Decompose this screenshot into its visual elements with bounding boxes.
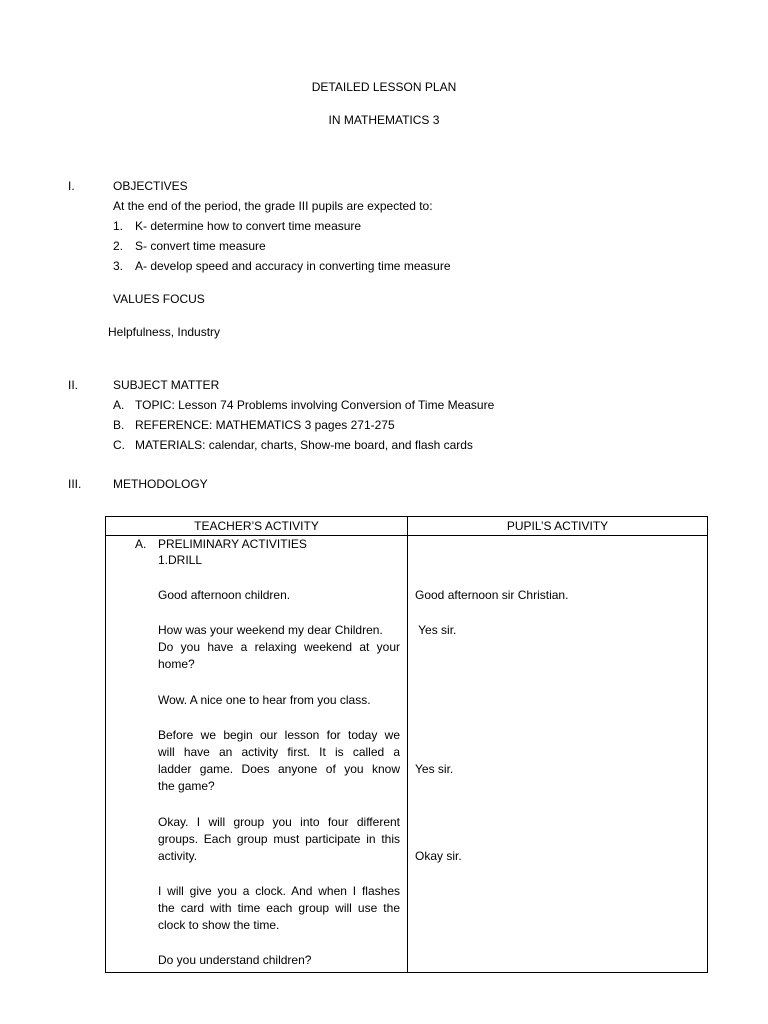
values-focus-text: Helpfulness, Industry	[108, 325, 221, 339]
teacher-line: I will give you a clock. And when I flashes	[158, 884, 400, 898]
pupil-activity-cell	[408, 536, 708, 973]
objective-number: 3.	[113, 259, 124, 273]
subject-matter-letter: A.	[113, 398, 125, 412]
teacher-activity-cell	[106, 536, 408, 973]
objective-number: 1.	[113, 219, 124, 233]
teacher-line: clock to show the time.	[158, 918, 280, 932]
subject-matter-heading: SUBJECT MATTER	[113, 378, 220, 392]
teacher-line: activity.	[158, 849, 198, 863]
teacher-line: Wow. A nice one to hear from you class.	[158, 693, 371, 707]
subject-matter-text: REFERENCE: MATHEMATICS 3 pages 271-275	[135, 418, 395, 432]
subject-matter-letter: B.	[113, 418, 125, 432]
teacher-line: home?	[158, 657, 195, 671]
lesson-plan-title: DETAILED LESSON PLAN	[311, 80, 457, 94]
table-header-row	[106, 517, 708, 536]
teacher-line: Good afternoon children.	[158, 588, 291, 602]
section-title: PRELIMINARY ACTIVITIES	[158, 537, 307, 551]
objectives-heading: OBJECTIVES	[113, 179, 188, 193]
teacher-line: How was your weekend my dear Children.	[158, 623, 383, 637]
pupil-line: Okay sir.	[415, 849, 462, 863]
teacher-line: ladder game. Does anyone of you know	[158, 762, 400, 776]
objective-text: A- develop speed and accuracy in converting time measure	[135, 259, 451, 273]
subsection-title: 1.DRILL	[158, 553, 203, 567]
teacher-line: groups. Each group must participate in this	[158, 832, 400, 846]
section-numeral-methodology: III.	[68, 477, 82, 491]
teacher-line: Before we begin our lesson for today we	[158, 728, 400, 742]
subject-matter-text: TOPIC: Lesson 74 Problems involving Conversion of Time Measure	[135, 398, 495, 412]
teacher-line: the game?	[158, 779, 215, 793]
objective-text: K- determine how to convert time measure	[135, 219, 362, 233]
teacher-line: Okay. I will group you into four different	[158, 815, 400, 829]
subject-matter-text: MATERIALS: calendar, charts, Show-me board, and flash cards	[135, 438, 473, 452]
pupil-activity-header: PUPIL’S ACTIVITY	[408, 517, 708, 536]
objective-number: 2.	[113, 239, 124, 253]
lesson-plan-subtitle: IN MATHEMATICS 3	[328, 113, 440, 127]
pupil-line: Yes sir.	[415, 762, 454, 776]
activity-table	[105, 516, 708, 973]
section-letter: A.	[135, 537, 147, 551]
methodology-heading: METHODOLOGY	[113, 477, 208, 491]
teacher-line: Do you understand children?	[158, 953, 312, 967]
teacher-line: will have an activity first. It is called a	[158, 745, 400, 759]
teacher-line: the card with time each group will use the	[158, 901, 400, 915]
section-numeral-subject-matter: II.	[68, 378, 79, 392]
subject-matter-letter: C.	[113, 438, 125, 452]
teacher-line: Do you have a relaxing weekend at your	[158, 640, 400, 654]
pupil-line: Good afternoon sir Christian.	[415, 588, 569, 602]
pupil-line: Yes sir.	[415, 623, 457, 637]
objectives-intro: At the end of the period, the grade III pupils are expected to:	[113, 199, 433, 213]
section-numeral-objectives: I.	[68, 179, 75, 193]
values-focus-heading: VALUES FOCUS	[113, 292, 205, 306]
table-row	[106, 536, 708, 973]
objective-text: S- convert time measure	[135, 239, 266, 253]
teacher-activity-header: TEACHER’S ACTIVITY	[106, 517, 408, 536]
